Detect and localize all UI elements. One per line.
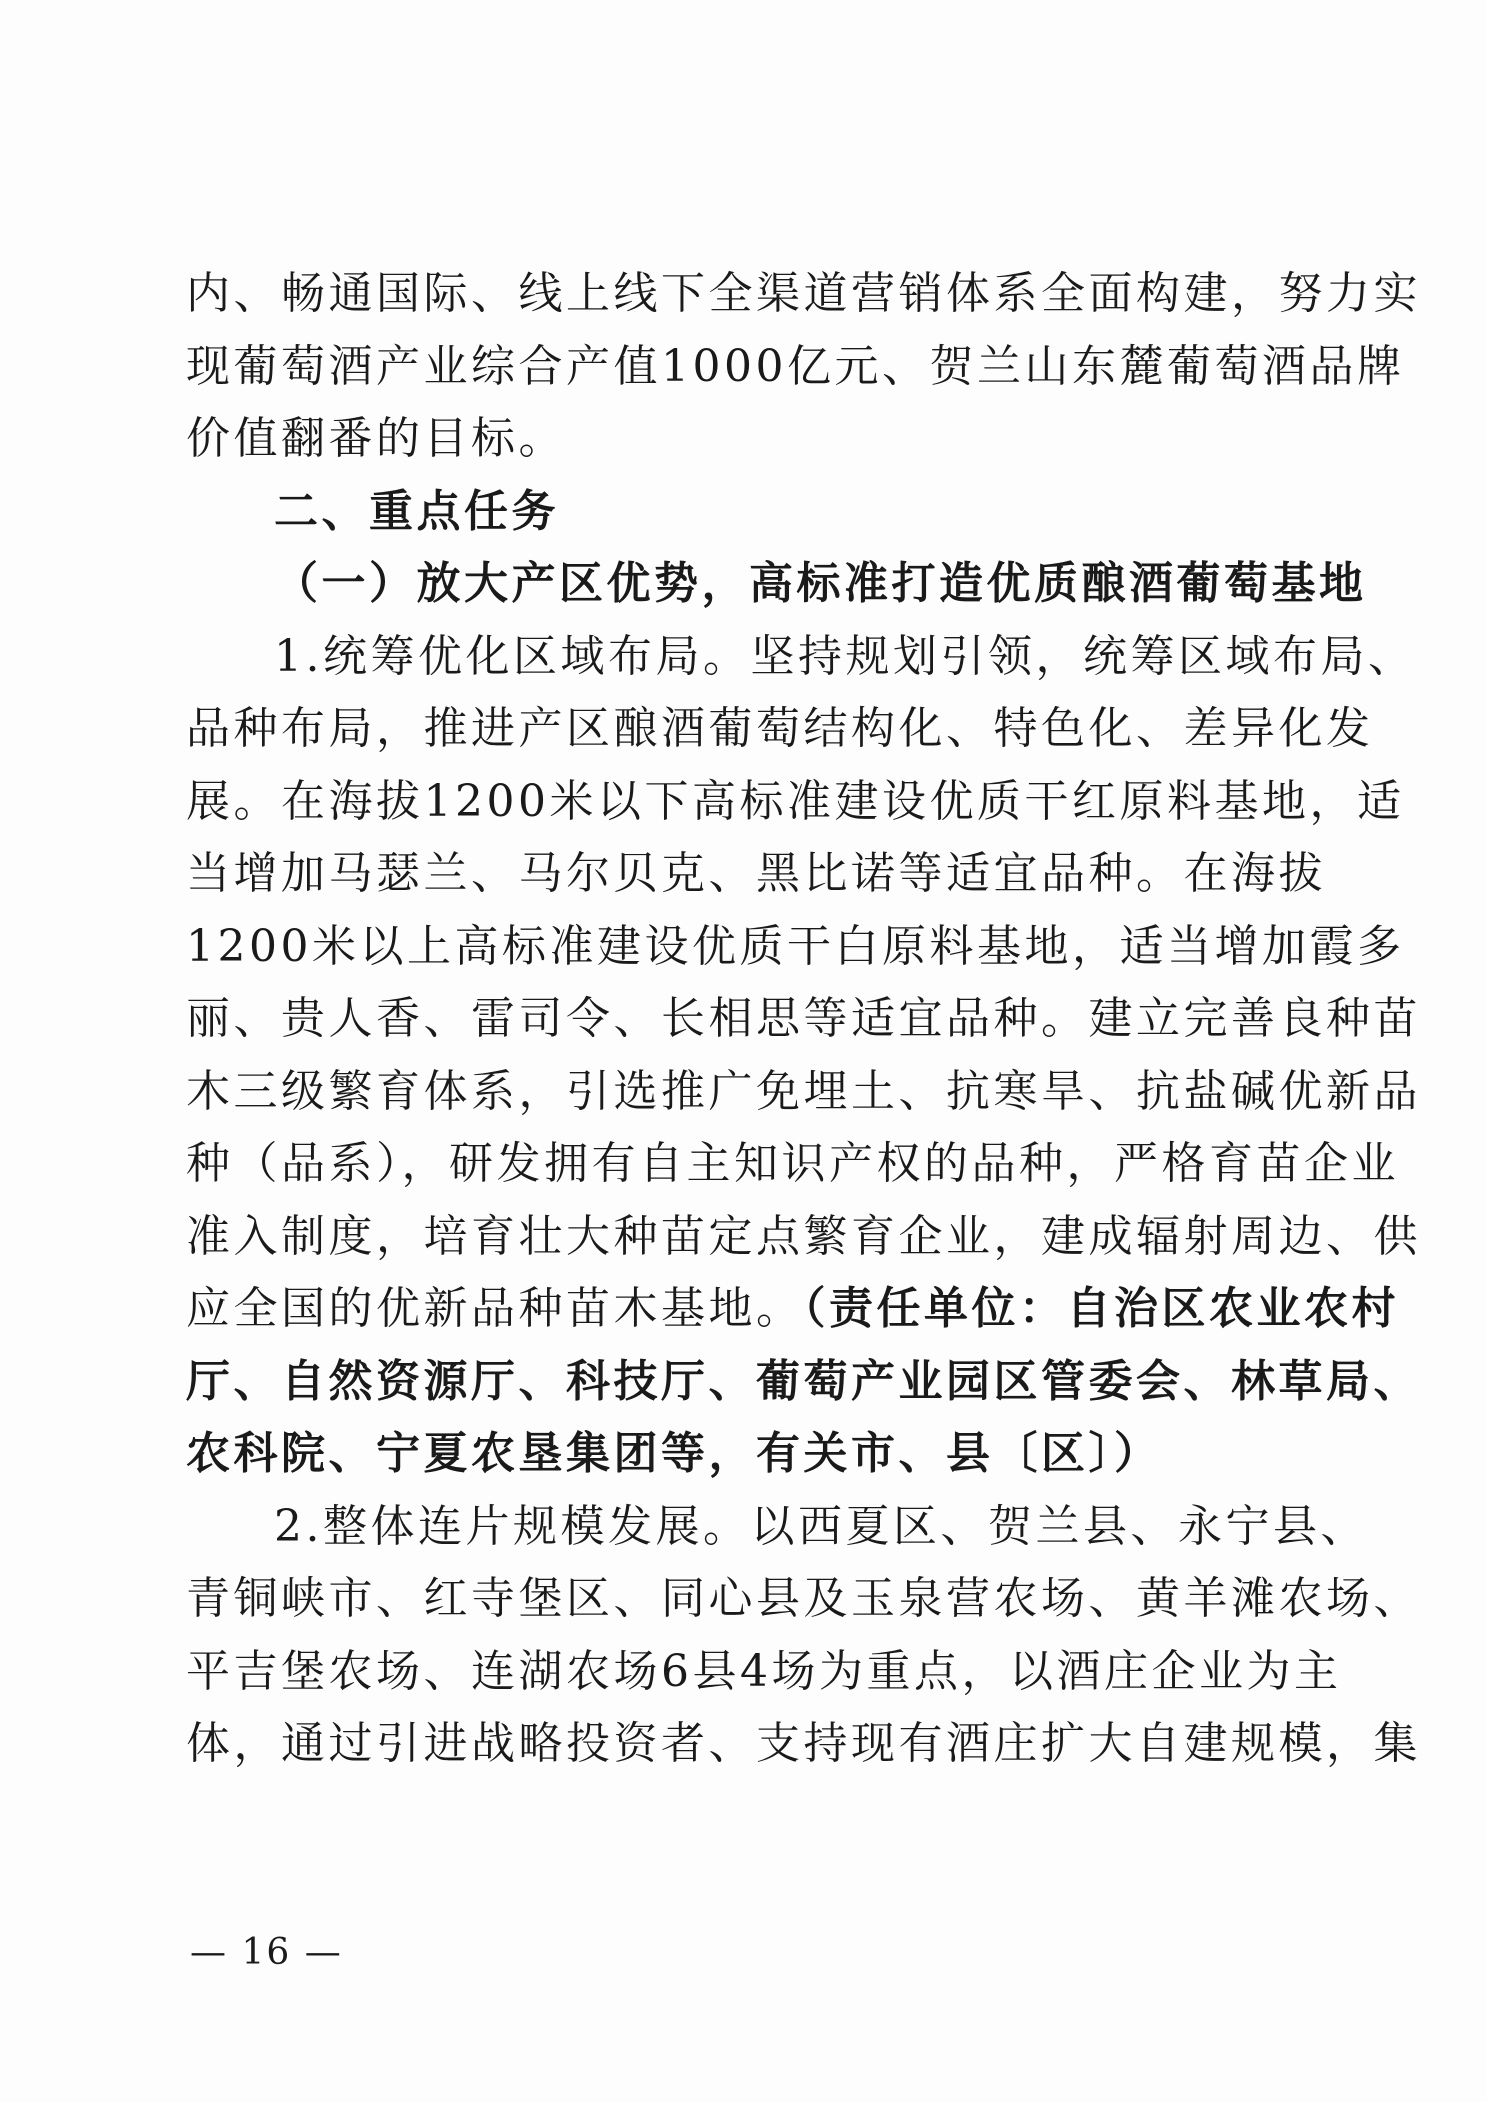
responsibility-line: 农科院、宁夏农垦集团等，有关市、县〔区〕） bbox=[186, 1428, 1162, 1479]
section-heading: 二、重点任务 bbox=[274, 485, 559, 537]
text-line: 丽、贵人香、雷司令、长相思等适宜品种。建立完善良种苗 bbox=[186, 993, 1421, 1044]
text-segment: 应全国的优新品种苗木基地。 bbox=[186, 1283, 804, 1334]
text-line: 1.统筹优化区域布局。坚持规划引领，统筹区域布局、 bbox=[274, 630, 1416, 682]
text-line: 1200米以上高标准建设优质干白原料基地，适当增加霞多 bbox=[186, 920, 1405, 972]
text-line: 平吉堡农场、连湖农场6县4场为重点，以酒庄企业为主 bbox=[186, 1645, 1342, 1697]
text-line: 内、畅通国际、线上线下全渠道营销体系全面构建，努力实 bbox=[186, 268, 1421, 319]
text-line: 青铜峡市、红寺堡区、同心县及玉泉营农场、黄羊滩农场、 bbox=[186, 1573, 1421, 1624]
responsibility-line: 厅、自然资源厅、科技厅、葡萄产业园区管委会、林草局、 bbox=[186, 1355, 1421, 1407]
text-line: 种（品系），研发拥有自主知识产权的品种，严格育苗企业 bbox=[186, 1138, 1399, 1189]
text-line: 准入制度，培育壮大种苗定点繁育企业，建成辐射周边、供 bbox=[186, 1210, 1421, 1262]
text-line: 展。在海拔1200米以下高标准建设优质干红原料基地，适 bbox=[186, 775, 1405, 827]
text-line: 现葡萄酒产业综合产值1000亿元、贺兰山东麓葡萄酒品牌 bbox=[186, 340, 1405, 392]
subsection-heading: （一）放大产区优势，高标准打造优质酿酒葡萄基地 bbox=[274, 558, 1367, 609]
body-text bbox=[186, 258, 1421, 1781]
text-line: 当增加马瑟兰、马尔贝克、黑比诺等适宜品种。在海拔 bbox=[186, 848, 1326, 899]
text-line: 木三级繁育体系，引选推广免埋土、抗寒旱、抗盐碱优新品 bbox=[186, 1065, 1421, 1117]
responsibility-label: （责任单位：自治区农业农村 bbox=[803, 1283, 1399, 1334]
text-line: 价值翻番的目标。 bbox=[186, 413, 566, 464]
page-number: — 16 — bbox=[190, 1932, 343, 1973]
text-line: 品种布局，推进产区酿酒葡萄结构化、特色化、差异化发 bbox=[186, 703, 1374, 754]
text-line: 2.整体连片规模发展。以西夏区、贺兰县、永宁县、 bbox=[274, 1500, 1368, 1552]
text-line-mixed bbox=[186, 1273, 1399, 1346]
text-line: 体，通过引进战略投资者、支持现有酒庄扩大自建规模，集 bbox=[186, 1718, 1421, 1769]
